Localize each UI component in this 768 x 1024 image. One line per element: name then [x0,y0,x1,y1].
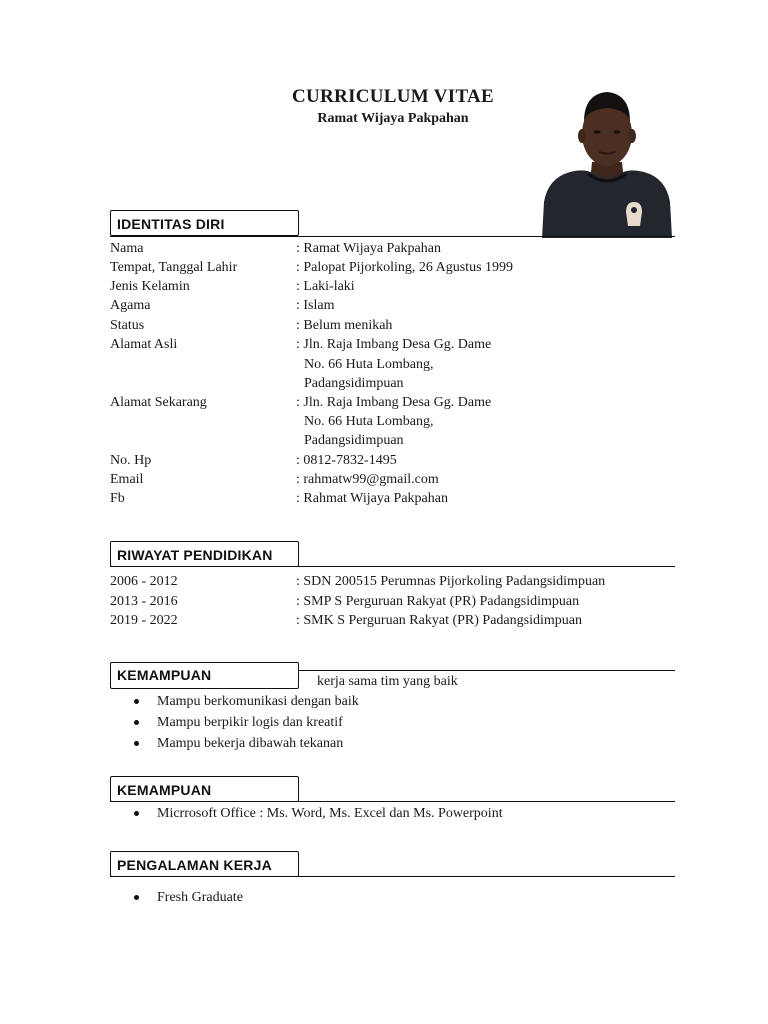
divider [110,566,675,567]
divider [110,801,675,802]
bullet-icon [134,895,139,900]
list-item-text: Mampu berkomunikasi dengan baik [157,694,359,709]
value-ttl: : Palopat Pijorkoling, 26 Agustus 1999 [296,260,514,275]
value-fb: : Rahmat Wijaya Pakpahan [296,491,448,506]
section-header-pendidikan [110,541,299,567]
value-nama: : Ramat Wijaya Pakpahan [296,241,441,256]
bullet-icon [134,699,139,704]
person-name: Ramat Wijaya Pakpahan [317,111,469,126]
section-title: KEMAMPUAN [117,782,212,798]
value-email: : rahmatw99@gmail.com [296,472,439,487]
value-no-hp: : 0812-7832-1495 [296,453,397,468]
value-alamat-sekarang-line2: No. 66 Huta Lombang, [304,414,434,429]
label-no-hp: No. Hp [110,453,152,468]
divider [110,236,675,237]
section-header-pengalaman [110,851,299,877]
skill-partial-text: kerja sama tim yang baik [317,674,458,689]
list-item-text: Fresh Graduate [157,890,243,905]
value-alamat-asli-line2: No. 66 Huta Lombang, [304,357,434,372]
value-alamat-sekarang-line3: Padangsidimpuan [304,433,404,448]
label-alamat-sekarang: Alamat Sekarang [110,395,207,410]
divider [110,876,675,877]
label-fb: Fb [110,491,125,506]
section-title: IDENTITAS DIRI [117,216,225,232]
label-agama: Agama [110,298,151,313]
label-alamat-asli: Alamat Asli [110,337,178,352]
edu-school: : SMP S Perguruan Rakyat (PR) Padangsidimpuan [296,594,580,609]
edu-school: : SDN 200515 Perumnas Pijorkoling Padangsidimpuan [296,574,606,589]
value-status: : Belum menikah [296,318,393,333]
edu-year: 2013 - 2016 [110,594,178,609]
value-alamat-asli-line3: Padangsidimpuan [304,376,404,391]
edu-year: 2019 - 2022 [110,613,178,628]
edu-year: 2006 - 2012 [110,574,178,589]
label-status: Status [110,318,145,333]
value-alamat-asli: : Jln. Raja Imbang Desa Gg. Dame [296,337,492,352]
list-item-text: Mampu bekerja dibawah tekanan [157,736,344,751]
label-ttl: Tempat, Tanggal Lahir [110,260,238,275]
value-jenis-kelamin: : Laki-laki [296,279,355,294]
value-agama: : Islam [296,298,335,313]
bullet-icon [134,811,139,816]
label-jenis-kelamin: Jenis Kelamin [110,279,190,294]
value-alamat-sekarang: : Jln. Raja Imbang Desa Gg. Dame [296,395,492,410]
profile-photo [540,70,674,238]
section-header-kemampuan [110,662,299,689]
section-title: PENGALAMAN KERJA [117,857,272,873]
list-item-text: Micrrosoft Office : Ms. Word, Ms. Excel dan Ms. Powerpoint [157,806,503,821]
section-title: RIWAYAT PENDIDIKAN [117,547,273,563]
page-title: CURRICULUM VITAE [291,86,495,107]
label-nama: Nama [110,241,144,256]
list-item-text: Mampu berpikir logis dan kreatif [157,715,343,730]
section-title: KEMAMPUAN [117,667,212,683]
bullet-icon [134,741,139,746]
edu-school: : SMK S Perguruan Rakyat (PR) Padangsidimpuan [296,613,582,628]
section-header-kemampuan-2 [110,776,299,802]
bullet-icon [134,720,139,725]
section-header-identitas [110,210,299,236]
label-email: Email [110,472,144,487]
